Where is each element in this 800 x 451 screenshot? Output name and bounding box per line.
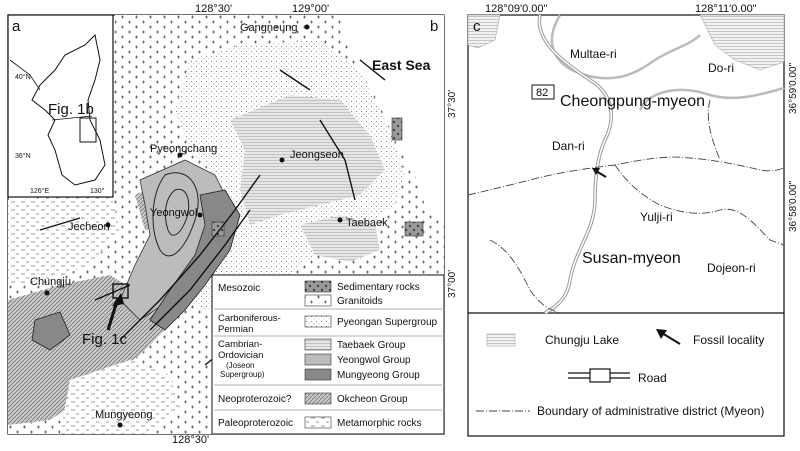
legend-swatch-sed: [305, 281, 331, 292]
place-dan-ri: Dan-ri: [552, 139, 585, 153]
legend-unit-granite: Granitoids: [337, 296, 383, 307]
inset-callout-fig-1b: Fig. 1b: [48, 101, 94, 118]
legend-road-label: Road: [638, 371, 667, 385]
panel-label-c: c: [473, 18, 481, 35]
legend-swatch-darkgray: [305, 369, 331, 380]
top-tick-128-30: 128°30': [195, 3, 233, 15]
legend-era-carboniferous-2: Permian: [218, 324, 254, 335]
place-chungju: Chungju: [30, 276, 71, 288]
inset-lat-36: 36°N: [15, 153, 31, 160]
inset-lon-130: 130°: [90, 188, 105, 195]
legend-era-carboniferous-1: Carboniferous-: [218, 313, 281, 324]
geologic-map: [8, 3, 458, 446]
place-cheongpung-myeon: Cheongpung-myeon: [560, 93, 705, 110]
legend-swatch-dash: [305, 417, 331, 428]
callout-fig-1c: Fig. 1c: [82, 331, 128, 348]
legend-era-joseon-1: (Joseon: [226, 361, 255, 370]
bottom-tick-128-30: 128°30': [172, 434, 210, 446]
legend-road-badge: [590, 369, 610, 382]
legend-era-paleoproterozoic: Paleoproterozoic: [218, 418, 294, 429]
legend-era-neoproterozoic: Neoproterozoic?: [218, 394, 292, 405]
legend-unit-dash: Metamorphic rocks: [337, 418, 422, 429]
road-number: 82: [536, 87, 549, 99]
place-gangneung: Gangneung: [240, 22, 298, 34]
place-pyeongchang: Pyeongchang: [150, 143, 218, 155]
sedimentary-patch-2: [212, 222, 224, 236]
inset-lat-40: 40°N: [15, 74, 31, 81]
locality-map: [468, 3, 799, 436]
right-tick-37-30: 37°30': [447, 89, 458, 118]
place-susan-myeon: Susan-myeon: [582, 250, 681, 267]
top-tick-128-11: 128°11'0.00": [695, 3, 757, 15]
place-jecheon: Jecheon: [68, 221, 110, 233]
right-tick-36-59: 36°59'0.00": [788, 62, 799, 114]
sea-label: East Sea: [372, 57, 431, 73]
legend-era-cambrian-1: Cambrian-: [218, 339, 263, 350]
legend-swatch-hatch: [305, 393, 331, 404]
right-tick-36-58: 36°58'0.00": [788, 180, 799, 232]
legend-era-cambrian-2: Ordovician: [218, 350, 264, 361]
panel-label-b: b: [430, 18, 439, 35]
place-yeongwol: Yeongwol: [150, 207, 198, 219]
geologic-legend: [212, 275, 444, 434]
legend-unit-darkgray: Mungyeong Group: [337, 370, 420, 381]
place-yulji-ri: Yulji-ri: [640, 210, 673, 224]
panel-label-a: a: [12, 18, 21, 35]
place-multae-ri: Multae-ri: [570, 47, 617, 61]
legend-swatch-lightgray: [305, 354, 331, 365]
place-jeongseon: Jeongseon: [290, 149, 344, 161]
legend-era-mesozoic: Mesozoic: [218, 283, 261, 294]
legend-unit-dots: Pyeongan Supergroup: [337, 317, 438, 328]
legend-swatch-dots: [305, 316, 331, 327]
place-taebaek: Taebaek: [346, 217, 388, 229]
legend-unit-lightgray: Yeongwol Group: [337, 355, 411, 366]
legend-fossil-label: Fossil locality: [693, 333, 765, 347]
place-dojeon-ri: Dojeon-ri: [707, 261, 756, 275]
legend-lake-swatch: [487, 334, 515, 346]
top-tick-129-00: 129°00': [292, 3, 330, 15]
place-mungyeong: Mungyeong: [95, 409, 153, 421]
legend-unit-hatch: Okcheon Group: [337, 394, 408, 405]
place-do-ri: Do-ri: [708, 61, 734, 75]
legend-era-joseon-2: Supergroup): [220, 370, 265, 379]
legend-lake-label: Chungju Lake: [545, 333, 620, 347]
sedimentary-patch-3: [392, 118, 402, 140]
legend-unit-sed: Sedimentary rocks: [337, 282, 420, 293]
legend-swatch-granite: [305, 295, 331, 306]
top-tick-128-09: 128°09'0.00": [485, 3, 548, 15]
legend-unit-lines: Taebaek Group: [337, 340, 406, 351]
sedimentary-patch: [405, 222, 423, 236]
inset-lon-126: 126°E: [30, 188, 50, 195]
legend-swatch-lines: [305, 339, 331, 350]
right-tick-37-00: 37°00': [447, 269, 458, 298]
legend-boundary-label: Boundary of administrative district (Myeon): [537, 404, 765, 418]
